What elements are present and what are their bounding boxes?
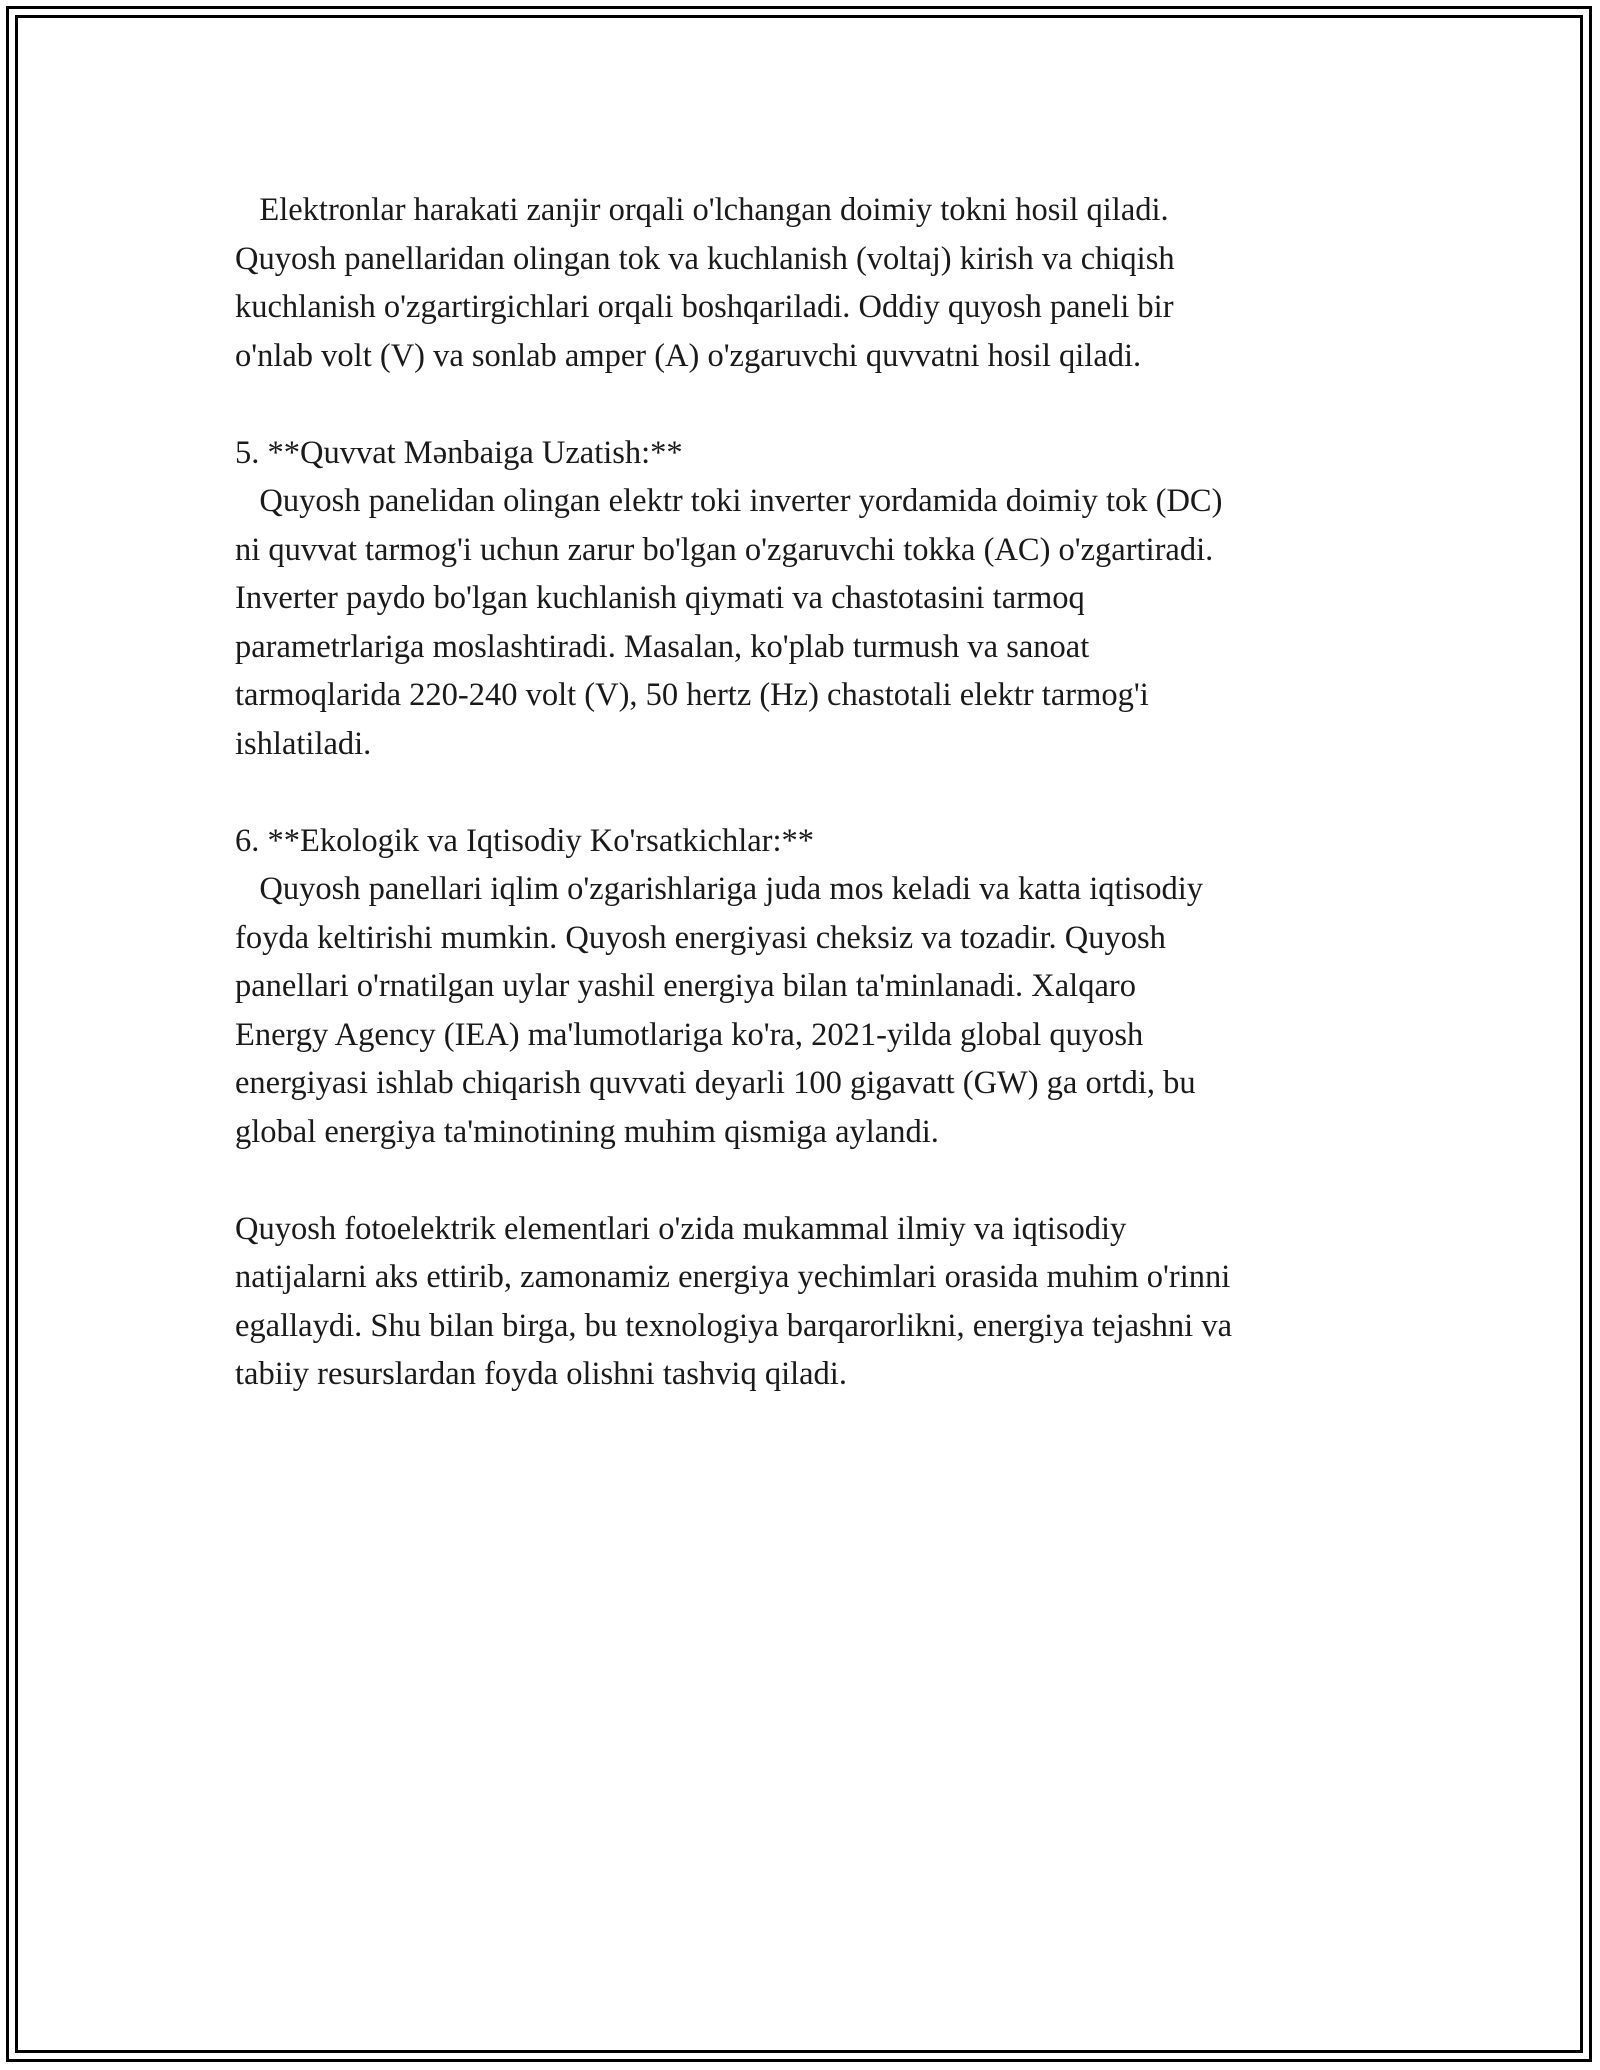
text-line: ni quvvat tarmog'i uchun zarur bo'lgan o'zgaruvchi tokka (AC) o'zgartiradi. [235,531,1214,568]
text-line: Quyosh panellaridan olingan tok va kuchlanish (voltaj) kirish va chiqish [235,240,1175,277]
paragraph-spacer [235,1156,1385,1205]
section-6 [235,817,1385,1157]
text-line: tarmoqlarida 220-240 volt (V), 50 hertz (Hz) chastotali elektr tarmog'i [235,677,1149,713]
text-line: panellari o'rnatilgan uylar yashil energiya bilan ta'minlanadi. Xalqaro [235,968,1136,1004]
text-line: tabiiy resurslardan foyda olishni tashviq qiladi. [235,1356,847,1392]
text-line: egallaydi. Shu bilan birga, bu texnologiya barqarorlikni, energiya tejashni va [235,1307,1233,1344]
text-line: natijalarni aks ettirib, zamonamiz energiya yechimlari orasida muhim o'rinni [235,1259,1231,1295]
paragraph-spacer [235,380,1385,429]
text-line: Energy Agency (IEA) ma'lumotlariga ko'ra, 2021-yilda global quyosh [235,1016,1144,1053]
intro-paragraph [235,186,1385,380]
text-line: ishlatiladi. [235,725,372,762]
text-line: Quyosh panellari iqlim o'zgarishlariga juda mos keladi va katta iqtisodiy [235,871,1204,907]
section-heading: 6. **Ekologik va Iqtisodiy Ko'rsatkichlar:** [235,822,815,859]
text-line: o'nlab volt (V) va sonlab amper (A) o'zgaruvchi quvvatni hosil qiladi. [235,337,1142,374]
section-heading: 5. **Quvvat Mənbaiga Uzatish:** [235,434,683,471]
text-line: parametrlariga moslashtiradi. Masalan, ko'plab turmush va sanoat [235,628,1090,665]
text-line: Elektronlar harakati zanjir orqali o'lchangan doimiy tokni hosil qiladi. [235,192,1169,228]
text-line: energiyasi ishlab chiqarish quvvati deyarli 100 gigavatt (GW) ga ortdi, bu [235,1065,1196,1101]
text-line: Quyosh fotoelektrik elementlari o'zida mukammal ilmiy va iqtisodiy [235,1210,1127,1247]
text-line: foyda keltirishi mumkin. Quyosh energiyasi cheksiz va tozadir. Quyosh [235,919,1166,956]
text-line: Inverter paydo bo'lgan kuchlanish qiymati va chastotasini tarmoq [235,580,1085,616]
section-5 [235,429,1385,769]
conclusion-paragraph [235,1205,1385,1399]
text-line: kuchlanish o'zgartirgichlari orqali boshqariladi. Oddiy quyosh paneli bir [235,289,1174,325]
document-body [235,186,1385,1399]
text-line: global energiya ta'minotining muhim qismiga aylandi. [235,1113,939,1150]
text-line: Quyosh panelidan olingan elektr toki inverter yordamida doimiy tok (DC) [235,483,1223,519]
paragraph-spacer [235,768,1385,817]
